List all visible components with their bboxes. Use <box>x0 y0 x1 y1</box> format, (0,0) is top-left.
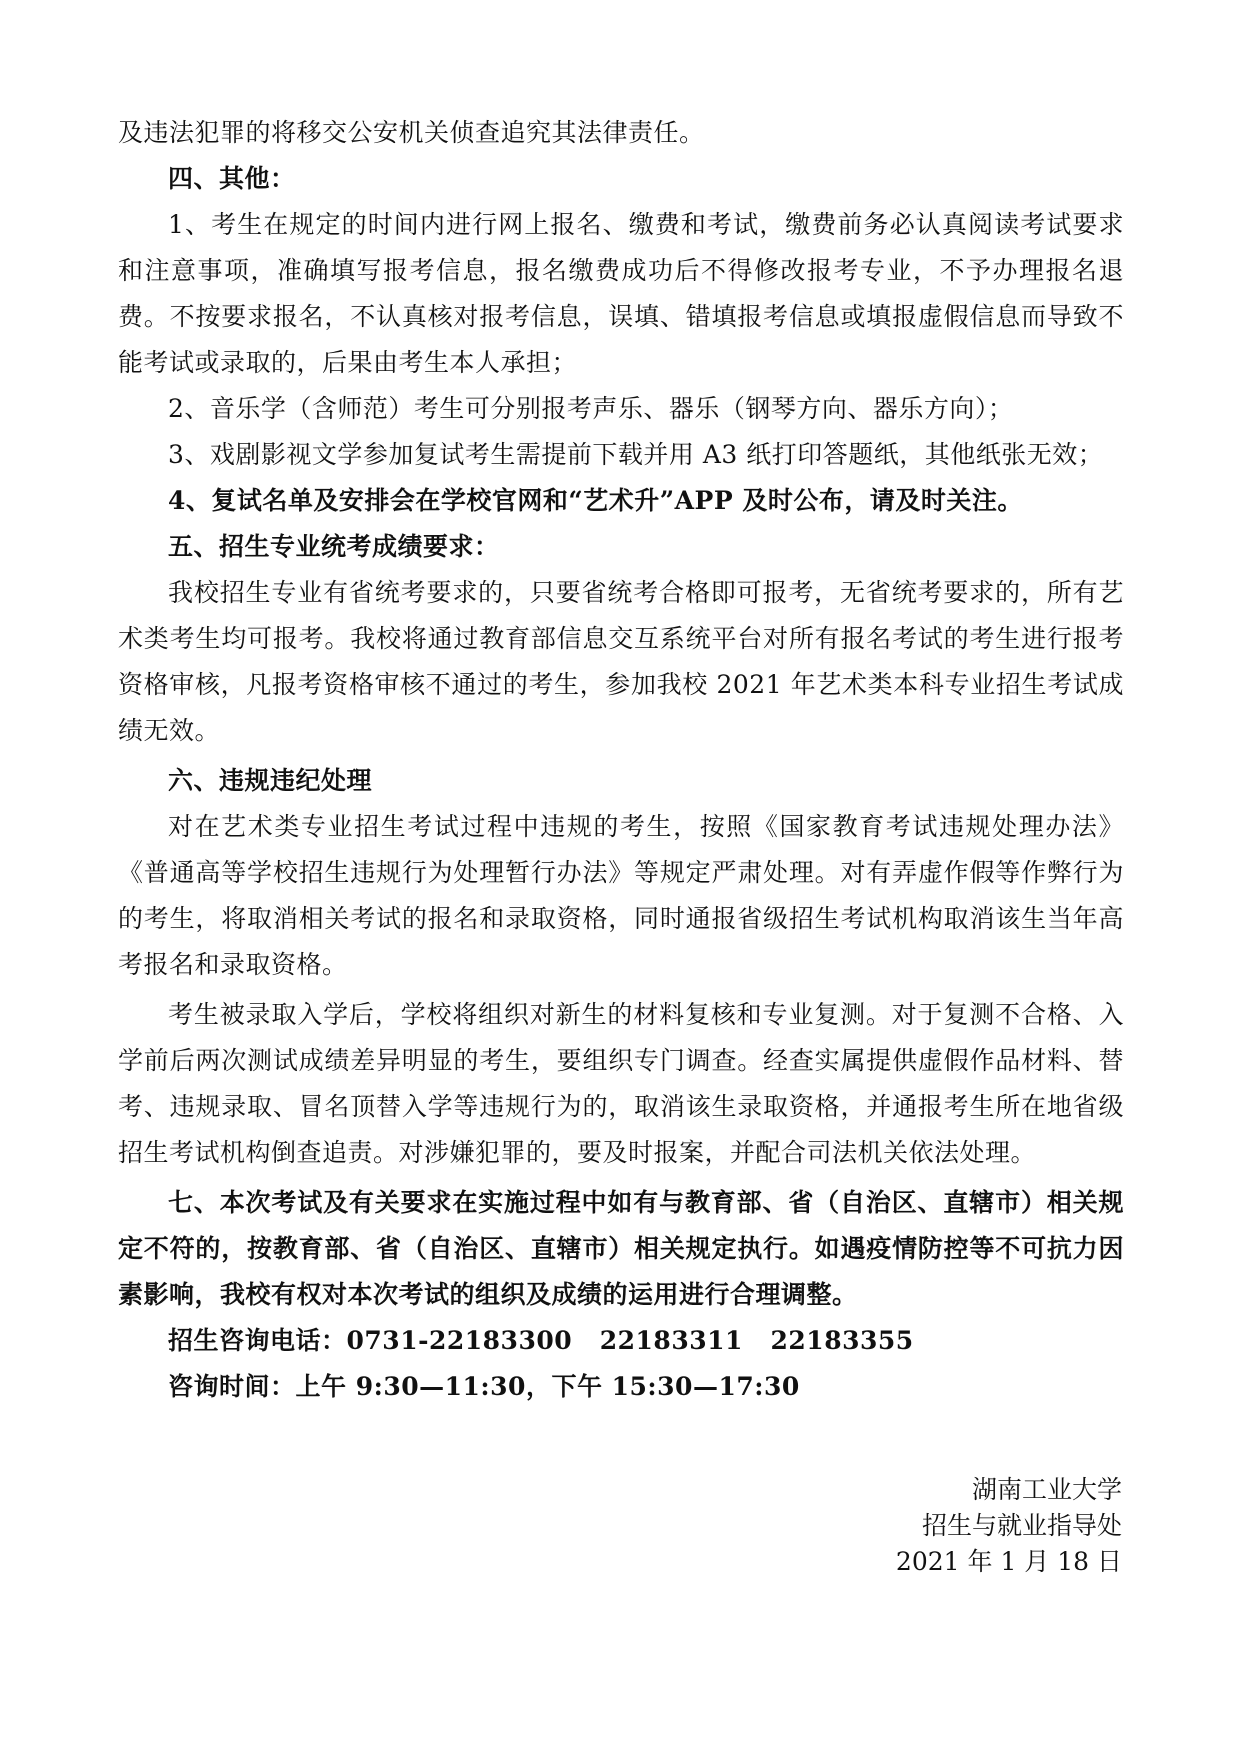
signature-block <box>896 1472 1122 1580</box>
consult-phone-numbers: 0731-22183300 22183311 22183355 <box>346 1326 914 1355</box>
score-requirements-paragraph: 我校招生专业有省统考要求的，只要省统考合格即可报考，无省统考要求的，所有艺术类考生均可报考。我校将通过教育部信息交互系统平台对所有报名考试的考生进行报考资格审核，凡报考资格审核不通过的考生，参加我校 2021 年艺术类本科专业招生考试成绩无效。 <box>118 578 1124 745</box>
other-item-3: 3、戏剧影视文学参加复试考生需提前下载并用 A3 纸打印答题纸，其他纸张无效； <box>168 440 1104 469</box>
section-heading-score-requirements: 五、招生专业统考成绩要求： <box>168 532 500 561</box>
violations-paragraph-2: 考生被录取入学后，学校将组织对新生的材料复核和专业复测。对于复测不合格、入学前后两次测试成绩差异明显的考生，要组织专门调查。经查实属提供虚假作品材料、替考、违规录取、冒名顶替入学等违规行为的，取消该生录取资格，并通报考生所在地省级招生考试机构倒查追责。对涉嫌犯罪的，要及时报案，并配合司法机关依法处理。 <box>118 1000 1124 1167</box>
consult-phone-line <box>118 1318 1124 1364</box>
section-heading-violations: 六、违规违纪处理 <box>168 766 373 795</box>
signature-university: 湖南工业大学 <box>971 1475 1122 1504</box>
consult-phone-label: 招生咨询电话： <box>168 1326 347 1355</box>
section-seven-paragraph: 七、本次考试及有关要求在实施过程中如有与教育部、省（自治区、直辖市）相关规定不符的，按教育部、省（自治区、直辖市）相关规定执行。如遇疫情防控等不可抗力因素影响，我校有权对本次考试的组织及成绩的运用进行合理调整。 <box>118 1188 1124 1309</box>
other-item-2: 2、音乐学（含师范）考生可分别报考声乐、器乐（钢琴方向、器乐方向）； <box>168 394 1014 423</box>
other-item-4: 4、复试名单及安排会在学校官网和“艺术升”APP 及时公布，请及时关注。 <box>168 486 1023 515</box>
other-item-1: 1、考生在规定的时间内进行网上报名、缴费和考试，缴费前务必认真阅读考试要求和注意事项，准确填写报考信息，报名缴费成功后不得修改报考专业，不予办理报名退费。不按要求报名，不认真核对报考信息，误填、错填报考信息或填报虚假信息而导致不能考试或录取的，后果由考生本人承担； <box>118 210 1124 377</box>
document-body <box>118 110 1124 1410</box>
signature-office: 招生与就业指导处 <box>921 1511 1122 1540</box>
consult-time-label: 咨询时间： <box>168 1372 296 1401</box>
consult-time-line <box>118 1364 1124 1410</box>
section-heading-other: 四、其他： <box>168 164 296 193</box>
continuation-text: 及违法犯罪的将移交公安机关侦查追究其法律责任。 <box>118 118 705 147</box>
consult-time-value: 上午 9:30—11:30，下午 15:30—17:30 <box>295 1372 800 1401</box>
violations-paragraph-1: 对在艺术类专业招生考试过程中违规的考生，按照《国家教育考试违规处理办法》《普通高等学校招生违规行为处理暂行办法》等规定严肃处理。对有弄虚作假等作弊行为的考生，将取消相关考试的报名和录取资格，同时通报省级招生考试机构取消该生当年高考报名和录取资格。 <box>118 812 1124 979</box>
signature-date: 2021 年 1 月 18 日 <box>895 1547 1122 1576</box>
